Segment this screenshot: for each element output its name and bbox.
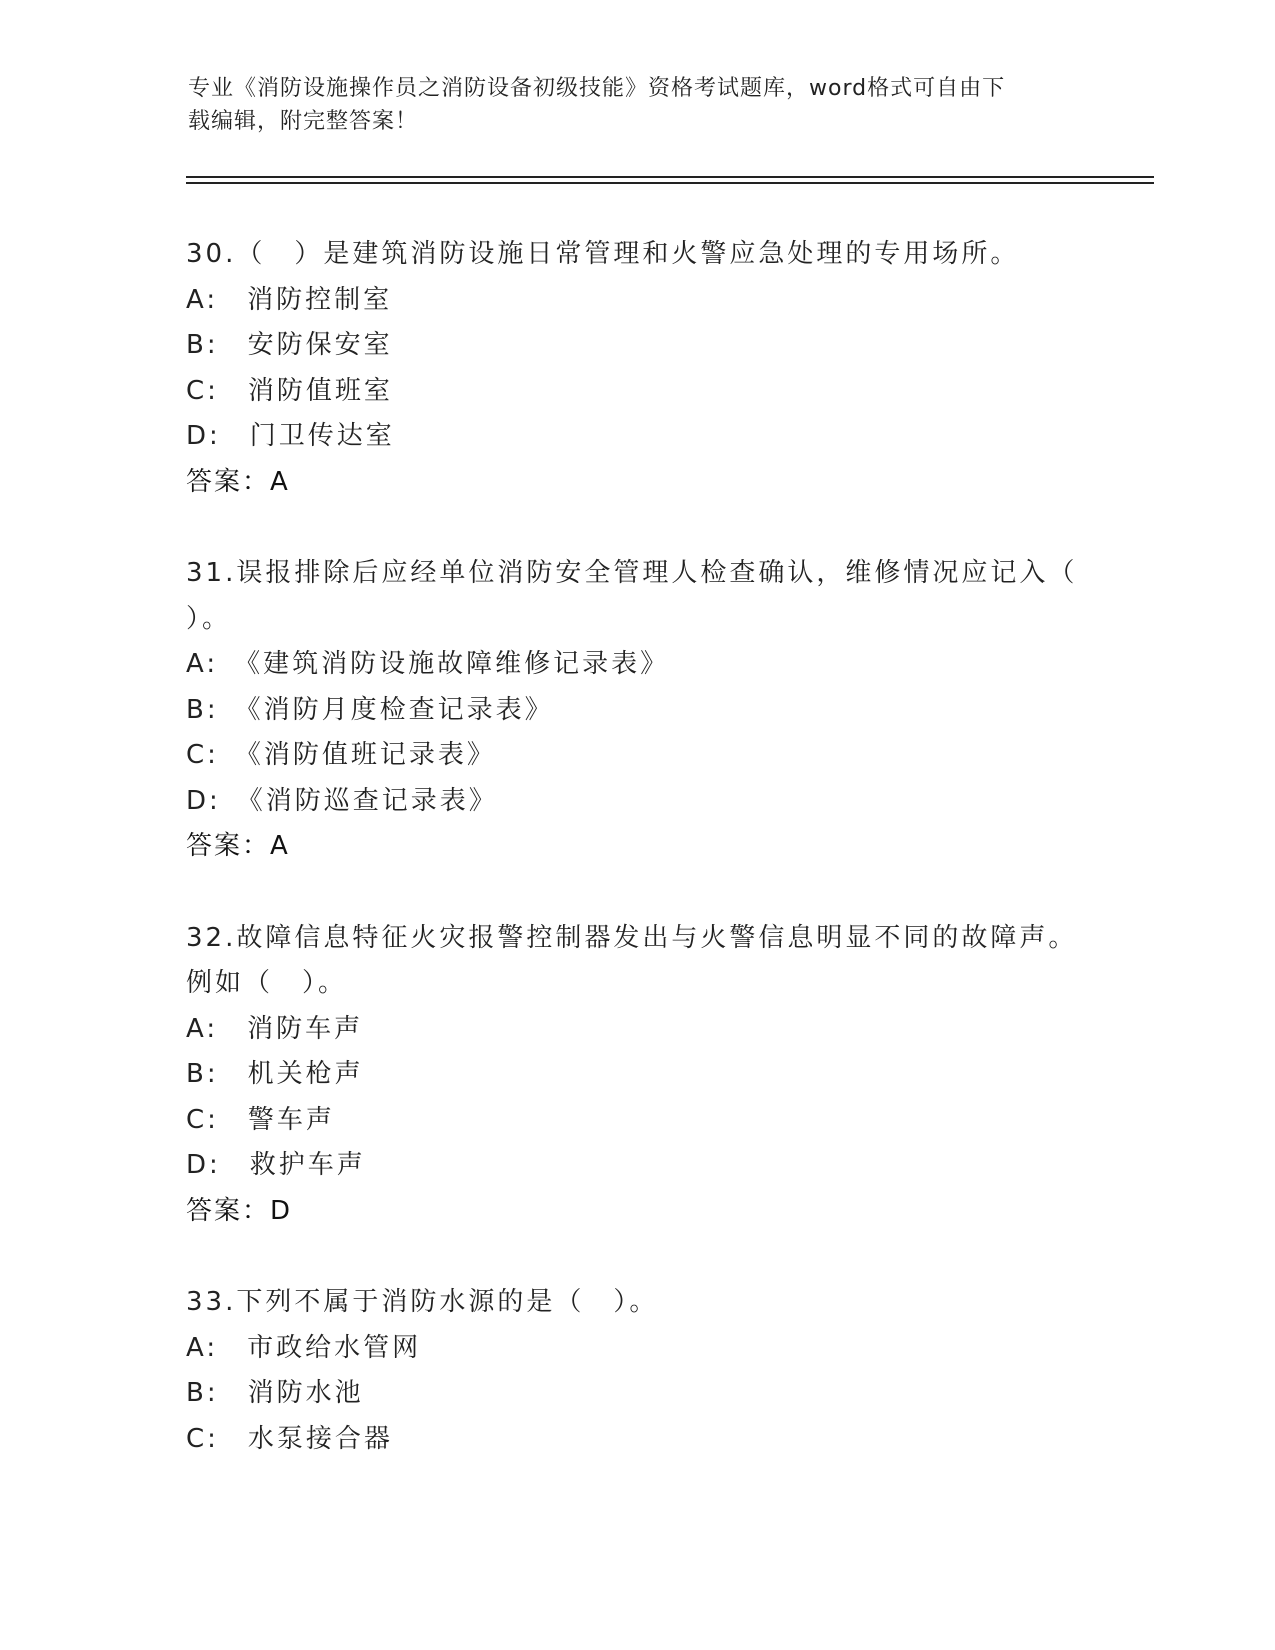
option-b: B: 消防水池: [186, 1378, 364, 1408]
option-a: A: 消防车声: [186, 1013, 364, 1044]
header-line-2: 载编辑，附完整答案！: [188, 109, 419, 134]
answer: 答案：A: [186, 831, 290, 861]
header-divider-bottom: [186, 182, 1154, 184]
answer: 答案：A: [186, 466, 290, 497]
option-c: C: 警车声: [186, 1104, 335, 1135]
question-stem: 33.下列不属于消防水源的是（ ）。: [186, 1287, 659, 1317]
question-list: [186, 232, 1086, 1508]
question-33: [186, 1280, 1086, 1462]
option-b: B: 机关枪声: [186, 1059, 364, 1089]
option-b: B: 《消防月度检查记录表》: [186, 694, 554, 725]
header-line-1: 专业《消防设施操作员之消防设备初级技能》资格考试题库，word格式可自由下: [188, 76, 1006, 101]
header-divider-top: [186, 176, 1154, 178]
option-b: B: 安防保安室: [186, 330, 393, 360]
option-a: A: 市政给水管网: [186, 1332, 422, 1363]
option-d: D: 门卫传达室: [186, 421, 395, 451]
option-c: C: 《消防值班记录表》: [186, 740, 496, 770]
question-30: [186, 232, 1086, 505]
option-a: A: 消防控制室: [186, 284, 393, 315]
question-stem-continued: 例如（ ）。: [186, 968, 348, 998]
option-c: C: 消防值班室: [186, 375, 393, 406]
option-c: C: 水泵接合器: [186, 1423, 393, 1454]
question-stem: 31.误报排除后应经单位消防安全管理人检查确认，维修情况应记入（: [186, 558, 1078, 588]
answer: 答案：D: [186, 1195, 293, 1226]
question-31: [186, 551, 1086, 870]
question-stem: 32.故障信息特征火灾报警控制器发出与火警信息明显不同的故障声。: [186, 922, 1078, 953]
question-stem-continued: ）。: [186, 603, 232, 634]
option-d: D: 《消防巡查记录表》: [186, 785, 498, 816]
document-header: [188, 72, 1078, 138]
option-d: D: 救护车声: [186, 1150, 366, 1180]
option-a: A: 《建筑消防设施故障维修记录表》: [186, 649, 670, 679]
question-stem: 30.（ ）是建筑消防设施日常管理和火警应急处理的专用场所。: [186, 239, 1020, 269]
question-32: [186, 916, 1086, 1235]
